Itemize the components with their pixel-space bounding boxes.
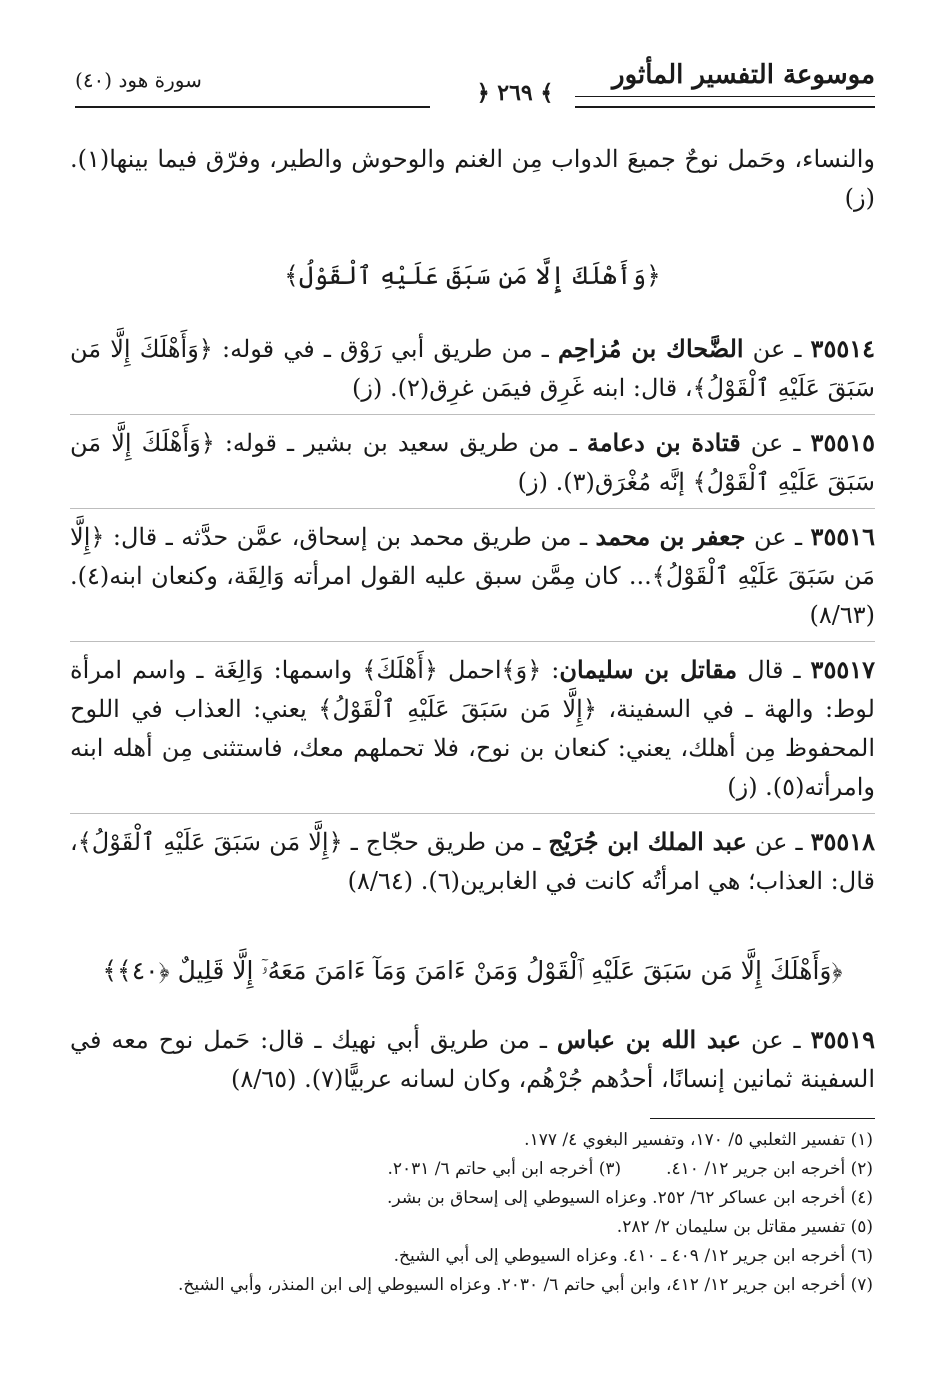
entry-text: ـ من طريق حجّاج ـ ﴿إِلَّا مَن سَبَقَ عَلَيْهِ ٱلْقَوْلُ﴾، قال: العذاب؛ هي امرأتُه كانت في الغابرين(٦). (٨/٦٤) bbox=[70, 828, 875, 895]
footnote-separator bbox=[650, 1118, 875, 1119]
narration-entry bbox=[70, 329, 875, 415]
footnote: (٤) أخرجه ابن عساكر ٦٢/ ٢٥٢. وعزاه السيوطي إلى إسحاق بن بشر. bbox=[386, 1188, 873, 1208]
verse-heading: ﴿وَأَهْلَكَ إِلَّا مَن سَبَقَ عَلَيْهِ ٱلْقَوْلُ وَمَنْ ءَامَنَ وَمَآ ءَامَنَ مَعَهُۥٓ إِلَّا قَلِيلٌ ﴿٤٠﴾﴾ bbox=[102, 956, 843, 985]
entry-lead: ـ عن bbox=[746, 828, 811, 856]
main-text bbox=[70, 140, 875, 1113]
footnote: (٦) أخرجه ابن جرير ١٢/ ٤٠٩ ـ ٤١٠. وعزاه السيوطي إلى أبي الشيخ. bbox=[393, 1246, 873, 1266]
running-title: موسوعة التفسير المأثور bbox=[612, 60, 875, 90]
footnote-pair bbox=[63, 1155, 873, 1184]
entry-number: ٣٥٥١٩ bbox=[810, 1025, 876, 1054]
entry-lead: ـ عن bbox=[745, 523, 811, 551]
footnote: (٢) أخرجه ابن جرير ١٢/ ٤١٠. bbox=[666, 1159, 873, 1179]
narration-entry bbox=[70, 650, 875, 814]
entry-lead: ـ عن bbox=[741, 1026, 811, 1054]
footnote: (١) تفسير الثعلبي ٥/ ١٧٠، وتفسير البغوي ٤/ ١٧٧. bbox=[524, 1130, 873, 1150]
narration-entry bbox=[70, 517, 875, 642]
narrator-name: قتادة بن دعامة bbox=[586, 428, 741, 457]
header-rule bbox=[75, 106, 430, 108]
narration-entry bbox=[70, 1020, 875, 1105]
entry-number: ٣٥٥١٤ bbox=[810, 334, 875, 363]
narration-entry bbox=[70, 822, 875, 907]
header-rule bbox=[575, 96, 875, 97]
entry-text: : ﴿وَ﴾احمل ﴿أَهْلَكَ﴾ واسمها: وَالِغَة ـ واسم امرأة لوط: والهة ـ في السفينة، ﴿إِلَّا مَن سَبَقَ عَلَيْهِ ٱلْقَوْلُ﴾ يعني: العذاب في اللوح المحفوظ مِن أهلك، يعني: كنعان بن نوح، فلا تحملهم معك، فاستثنى مِن أهله ابنه وامرأته(٥). (ز) bbox=[70, 656, 875, 801]
entry-number: ٣٥٥١٨ bbox=[810, 827, 876, 856]
footnote: (٧) أخرجه ابن جرير ١٢/ ٤١٢، وابن أبي حاتم ٦/ ٢٠٣٠. وعزاه السيوطي إلى ابن المنذر، وأبي الشيخ. bbox=[177, 1275, 873, 1295]
entry-lead: ـ عن bbox=[740, 429, 811, 457]
narration-entry bbox=[70, 423, 875, 509]
entry-text: ـ من طريق محمد بن إسحاق، عمَّن حدَّثه ـ قال: ﴿إِلَّا مَن سَبَقَ عَلَيْهِ ٱلْقَوْلُ﴾... كان مِمَّن سبق عليه القول امرأته وَالِقَة، وكنعان ابنه(٤). (٨/٦٣) bbox=[70, 523, 875, 629]
entry-text: ـ من طريق أبي نهيك ـ قال: حَمل نوح معه في السفينة ثمانين إنسانًا، أحدُهم جُرْهُم، وكان لسانه عربيًّا(٧). (٨/٦٥) bbox=[70, 1026, 875, 1093]
entry-text: ـ من طريق سعيد بن بشير ـ قوله: ﴿وَأَهْلَكَ إِلَّا مَن سَبَقَ عَلَيْهِ ٱلْقَوْلُ﴾ إنَّه مُغْرَق(٣). (ز) bbox=[70, 429, 875, 496]
narrator-name: عبد الله بن عباس bbox=[556, 1025, 742, 1054]
page-number: ﴾ ٢٦٩ ﴿ bbox=[476, 80, 554, 106]
narrator-name: جعفر بن محمد bbox=[595, 522, 746, 551]
entry-number: ٣٥٥١٦ bbox=[810, 522, 875, 551]
entry-number: ٣٥٥١٧ bbox=[810, 655, 875, 684]
entry-lead: ـ عن bbox=[743, 335, 811, 363]
surah-label: سورة هود (٤٠) bbox=[75, 68, 202, 92]
verse-heading: ﴿وَأَهْلَكَ إِلَّا مَن سَبَقَ عَلَيْهِ ٱلْقَوْلُ﴾ bbox=[284, 261, 661, 290]
entry-text: ـ من طريق أبي رَوْق ـ في قوله: ﴿وَأَهْلَكَ إِلَّا مَن سَبَقَ عَلَيْهِ ٱلْقَوْلُ﴾، قال: ابنه غَرِق فيمَن غرِق(٢). (ز) bbox=[70, 335, 875, 402]
narrator-name: مقاتل بن سليمان bbox=[559, 655, 738, 684]
intro-paragraph: والنساء، وحَمل نوحٌ جميعَ الدواب مِن الغنم والوحوش والطير، وفرّق فيما بينها(١). (ز) bbox=[70, 145, 875, 212]
entry-lead: ـ قال bbox=[737, 656, 811, 684]
entry-number: ٣٥٥١٥ bbox=[810, 428, 875, 457]
page-header bbox=[75, 60, 875, 116]
footnotes bbox=[63, 1126, 873, 1300]
header-rule bbox=[575, 106, 875, 108]
footnote: (٥) تفسير مقاتل بن سليمان ٢/ ٢٨٢. bbox=[616, 1217, 873, 1237]
narrator-name: الضَّحاك بن مُزاحِم bbox=[557, 334, 744, 363]
narrator-name: عبد الملك ابن جُرَيْج bbox=[548, 827, 747, 856]
footnote: (٣) أخرجه ابن أبي حاتم ٦/ ٢٠٣١. bbox=[387, 1159, 622, 1179]
